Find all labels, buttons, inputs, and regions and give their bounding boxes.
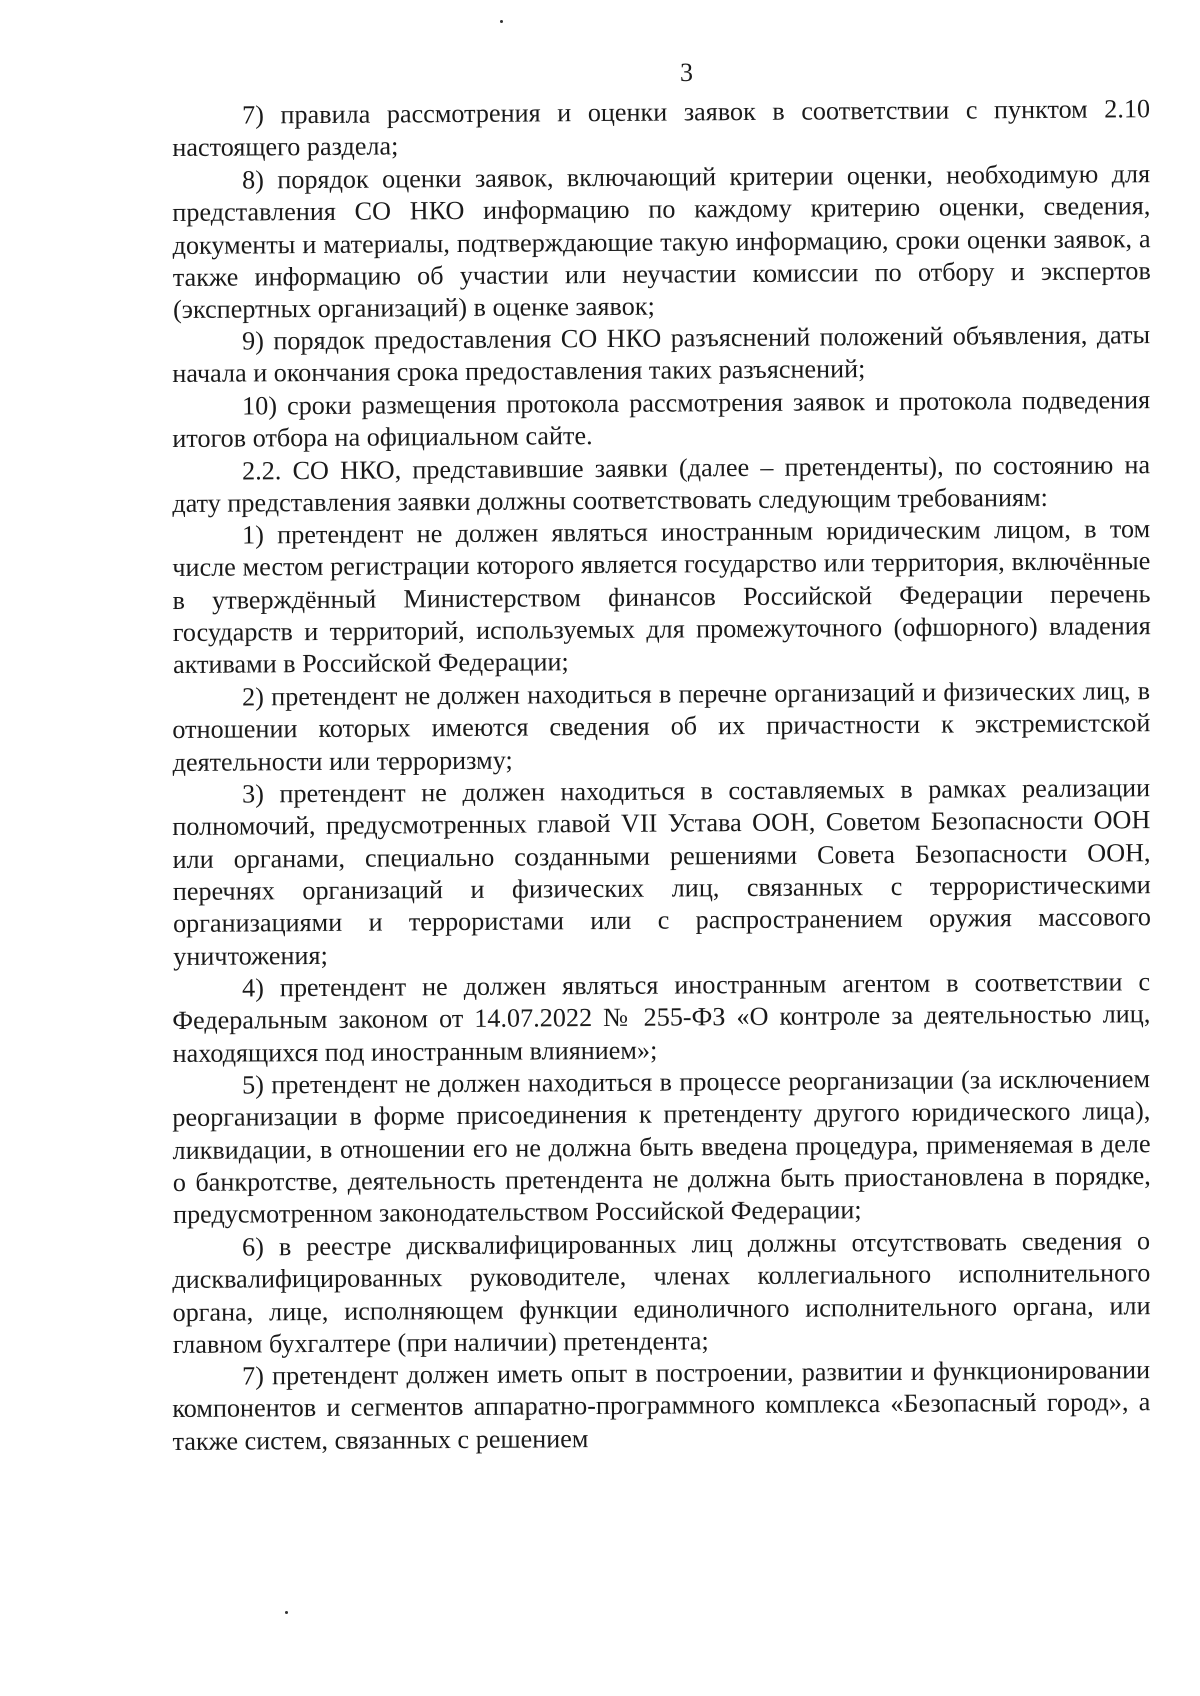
scan-speck <box>285 1611 288 1614</box>
scan-speck <box>500 20 503 23</box>
paragraph-section-2-2: 2.2. СО НКО, представившие заявки (далее – претенденты), по состоянию на дату представления заявки должны соответствовать следующим требованиям: <box>172 449 1151 519</box>
paragraph-item-7-review-rules: 7) правила рассмотрения и оценки заявок в соответствии с пунктом 2.10 настоящего раздела; <box>172 94 1151 163</box>
paragraph-item-9-clarifications: 9) порядок предоставления СО НКО разъяснений положений объявления, даты начала и окончания срока предоставления таких разъяснений; <box>172 320 1151 389</box>
document-body <box>172 94 1152 1458</box>
paragraph-requirement-1: 1) претендент не должен являться иностранным юридическим лицом, в том числе местом регистрации которого является государство или территория, включённые в утверждённый Министерством финансов Российской Федерации перечень государств и территорий, используемых для промежуточного (офшорного) владения активами в Российской Федерации; <box>172 514 1151 680</box>
paragraph-requirement-7: 7) претендент должен иметь опыт в построении, развитии и функционировании компонентов и сегментов аппаратно-программного комплекса «Безопасный город», а также систем, связанных с решением <box>172 1355 1151 1457</box>
paragraph-item-8-evaluation-procedure: 8) порядок оценки заявок, включающий критерии оценки, необходимую для представления СО НКО информацию по каждому критерию оценки, сведения, документы и материалы, подтверждающие такую информацию, сроки оценки заявок, а также информацию об участии или неучастии комиссии по отбору и экспертов (экспертных организаций) в оценке заявок; <box>172 158 1151 325</box>
paragraph-requirement-4: 4) претендент не должен являться иностранным агентом в соответствии с Федеральным законом от 14.07.2022 № 255-ФЗ «О контроле за деятельностью лиц, находящихся под иностранным влиянием»; <box>172 967 1151 1068</box>
paragraph-requirement-2: 2) претендент не должен находиться в перечне организаций и физических лиц, в отношении которых имеются сведения об их причастности к экстремистской деятельности или терроризму; <box>172 676 1151 777</box>
paragraph-requirement-3: 3) претендент не должен находиться в составляемых в рамках реализации полномочий, предусмотренных главой VII Устава ООН, Советом Безопасности ООН или органами, специально созданными решениями Совета Безопасности ООН, перечнях организаций и физических лиц, связанных с террористическими организациями и террористами или с распространением оружия массового уничтожения; <box>172 773 1152 971</box>
page-number: 3 <box>680 58 693 87</box>
paragraph-requirement-6: 6) в реестре дисквалифицированных лиц должны отсутствовать сведения о дисквалифицированных руководителе, членах коллегиального исполнительного органа, лице, исполняющем функции единоличного исполнительного органа, или главном бухгалтере (при наличии) претендента; <box>172 1226 1151 1360</box>
paragraph-item-10-protocol-deadlines: 10) сроки размещения протокола рассмотрения заявок и протокола подведения итогов отбора на официальном сайте. <box>172 385 1151 454</box>
paragraph-requirement-5: 5) претендент не должен находиться в процессе реорганизации (за исключением реорганизации в форме присоединения к претенденту другого юридического лица), ликвидации, в отношении его не должна быть введена процедура, применяемая в деле о банкротстве, деятельность претендента не должна быть приостановлена в порядке, предусмотренном законодательством Российской Федерации; <box>172 1064 1151 1230</box>
